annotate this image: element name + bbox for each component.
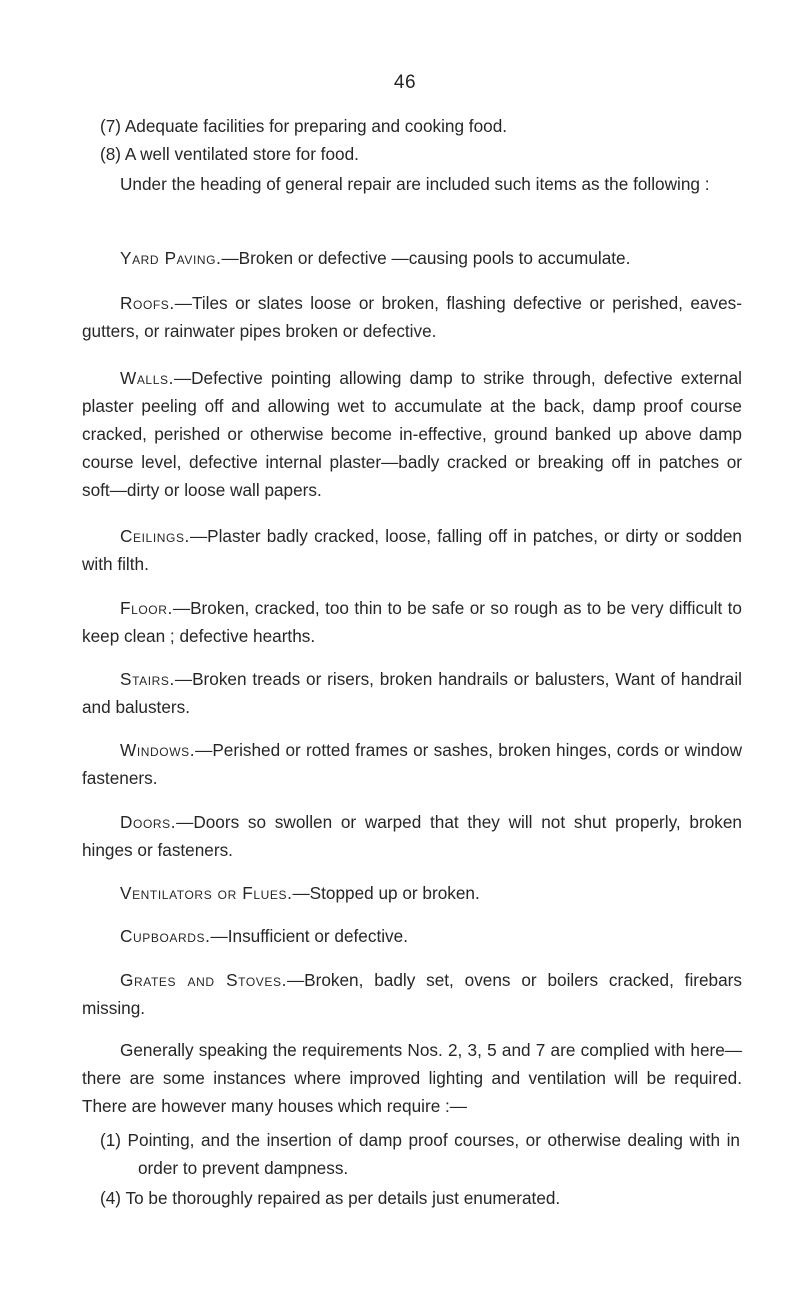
list-item [100,140,740,168]
repair-item-walls [82,364,742,504]
item-text: —Insufficient or defective. [210,926,408,946]
item-heading: Cupboards. [120,926,211,946]
list-item [100,1184,740,1212]
item-text: —Broken treads or risers, broken handrails or balusters, Want of handrail and balusters. [82,669,742,717]
list-text: A well ventilated store for food. [124,144,359,164]
item-text: —Plaster badly cracked, loose, falling off in patches, or dirty or sodden with filth. [82,526,742,574]
repair-item-yard-paving [82,244,742,272]
list-number: (8) [100,144,122,164]
page-number: 46 [393,72,417,93]
list-text: Adequate facilities for preparing and cooking food. [124,116,508,136]
item-heading: Windows. [120,740,196,760]
list-text: Pointing, and the insertion of damp proof courses, or otherwise dealing with in order to prevent dampness. [127,1130,740,1178]
intro-paragraph: Under the heading of general repair are included such items as the following : [120,174,710,194]
item-heading: Doors. [120,812,177,832]
list-number: (4) [100,1188,122,1208]
item-text: —Perished or rotted frames or sashes, broken hinges, cords or window fasteners. [82,740,742,788]
repair-item-doors [82,808,742,864]
summary-paragraph: Generally speaking the requirements Nos. 2, 3, 5 and 7 are complied with here—there are some instances where improved lighting and ventilation will be required. There are however many houses which require :— [82,1040,742,1116]
list-item [100,1126,740,1182]
repair-item-stairs [82,665,742,721]
repair-item-roofs [82,289,742,345]
item-heading: Ceilings. [120,526,190,546]
item-text: —Defective pointing allowing damp to strike through, defective external plaster peeling off and allowing wet to accumulate at the back, damp proof course cracked, perished or otherwise become in-effective, ground banked up above damp course level, defective internal plaster—badly cracked or breaking off in patches or soft—dirty or loose wall papers. [82,368,742,500]
item-heading: Grates and Stoves. [120,970,287,990]
list-number: (7) [100,116,122,136]
item-text: —Broken, badly set, ovens or boilers cracked, firebars missing. [82,970,742,1018]
repair-item-cupboards [82,922,742,950]
item-text: —Broken or defective —causing pools to accumulate. [221,248,631,268]
repair-item-ventilators [82,879,742,907]
list-item [100,112,740,140]
repair-item-ceilings [82,522,742,578]
item-text: —Stopped up or broken. [292,883,480,903]
item-text: —Broken, cracked, too thin to be safe or so rough as to be very difficult to keep clean ; defective hearths. [82,598,742,646]
item-heading: Ventilators or Flues. [120,883,293,903]
item-text: —Doors so swollen or warped that they will not shut properly, broken hinges or fasteners. [82,812,742,860]
item-heading: Stairs. [120,669,175,689]
list-number: (1) [100,1130,122,1150]
item-text: —Tiles or slates loose or broken, flashing defective or perished, eaves-gutters, or rainwater pipes broken or defective. [82,293,742,341]
list-text: To be thoroughly repaired as per details just enumerated. [125,1188,561,1208]
item-heading: Walls. [120,368,174,388]
item-heading: Yard Paving. [120,248,222,268]
item-heading: Floor. [120,598,173,618]
repair-item-windows [82,736,742,792]
item-heading: Roofs. [120,293,175,313]
repair-item-floor [82,594,742,650]
repair-item-grates [82,966,742,1022]
